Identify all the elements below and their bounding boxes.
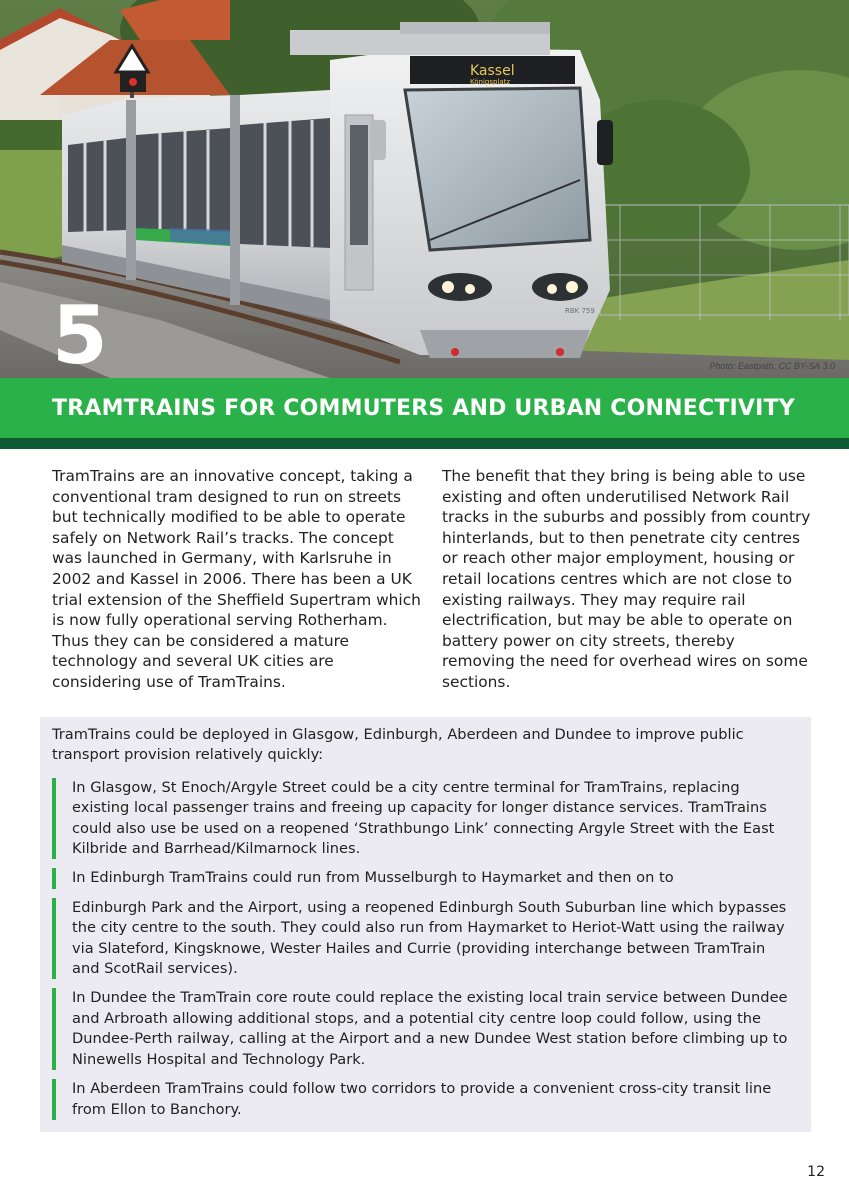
photo-credit: Photo: Eastpath, CC BY-SA 3.0	[709, 361, 835, 371]
intro-left-column: TramTrains are an innovative concept, taking a conventional tram designed to run on streets but technically modified to be able to operate safely on Network Rail’s tracks. The concept was launched in Germany, with Karlsruhe in 2002 and Kassel in 2006. There has been a UK trial extension of the Sheffield Supertram which is now fully operational serving Rotherham. Thus they can be considered a mature technology and several UK cities are considering use of TramTrains.	[52, 467, 421, 691]
section-number: 5	[52, 289, 106, 378]
panel-lead: TramTrains could be deployed in Glasgow, Edinburgh, Aberdeen and Dundee to improve public transport provision relatively quickly:	[52, 726, 744, 764]
city-item-glasgow: In Glasgow, St Enoch/Argyle Street could be a city centre terminal for TramTrains, replacing existing local passenger trains and freeing up capacity for longer distance services. TramTrains could also use be used on a reopened ‘Strathbungo Link’ connecting Argyle Street with the East Kilbride and Barrhead/Kilmarnock lines.	[52, 778, 797, 860]
destination-sub: Königsplatz	[470, 78, 511, 86]
city-item-edinburgh: In Edinburgh TramTrains could run from Musselburgh to Haymarket and then on to	[52, 868, 797, 888]
city-deployment-panel	[40, 717, 811, 1132]
title-divider	[0, 438, 849, 449]
tram-number: RBK 759	[565, 307, 595, 315]
city-item-dundee: In Dundee the TramTrain core route could replace the existing local train service between Dundee and Arbroath allowing additional stops, and a potential city centre loop could follow, using the Dundee-Perth railway, calling at the Airport and a new Dundee West station before climbing up to Ninewells Hospital and Technology Park.	[52, 988, 797, 1070]
section-title: TRAMTRAINS FOR COMMUTERS AND URBAN CONNECTIVITY	[52, 395, 795, 421]
page-number: 12	[807, 1164, 825, 1180]
city-item-edinburgh-continued: Edinburgh Park and the Airport, using a reopened Edinburgh South Suburban line which bypasses the city centre to the south. They could also run from Haymarket to Heriot-Watt using the railway via Slateford, Kingsknowe, Wester Hailes and Currie (providing interchange between TramTrain and ScotRail services).	[52, 898, 797, 980]
tramtrain-illustration	[0, 0, 849, 378]
intro-right-column: The benefit that they bring is being able to use existing and often underutilised Network Rail tracks in the suburbs and possibly from country hinterlands, but to then penetrate city centres or reach other major employment, housing or retail locations centres which are not close to existing railways. They may require rail electrification, but may be able to operate on battery power on city streets, thereby removing the need for overhead wires on some sections.	[442, 467, 811, 691]
hero-photo	[0, 0, 849, 378]
intro-columns	[52, 466, 812, 693]
city-item-aberdeen: In Aberdeen TramTrains could follow two corridors to provide a convenient cross-city transit line from Ellon to Banchory.	[52, 1079, 797, 1120]
section-title-band	[0, 378, 849, 438]
destination-sign: Kassel	[470, 63, 515, 79]
